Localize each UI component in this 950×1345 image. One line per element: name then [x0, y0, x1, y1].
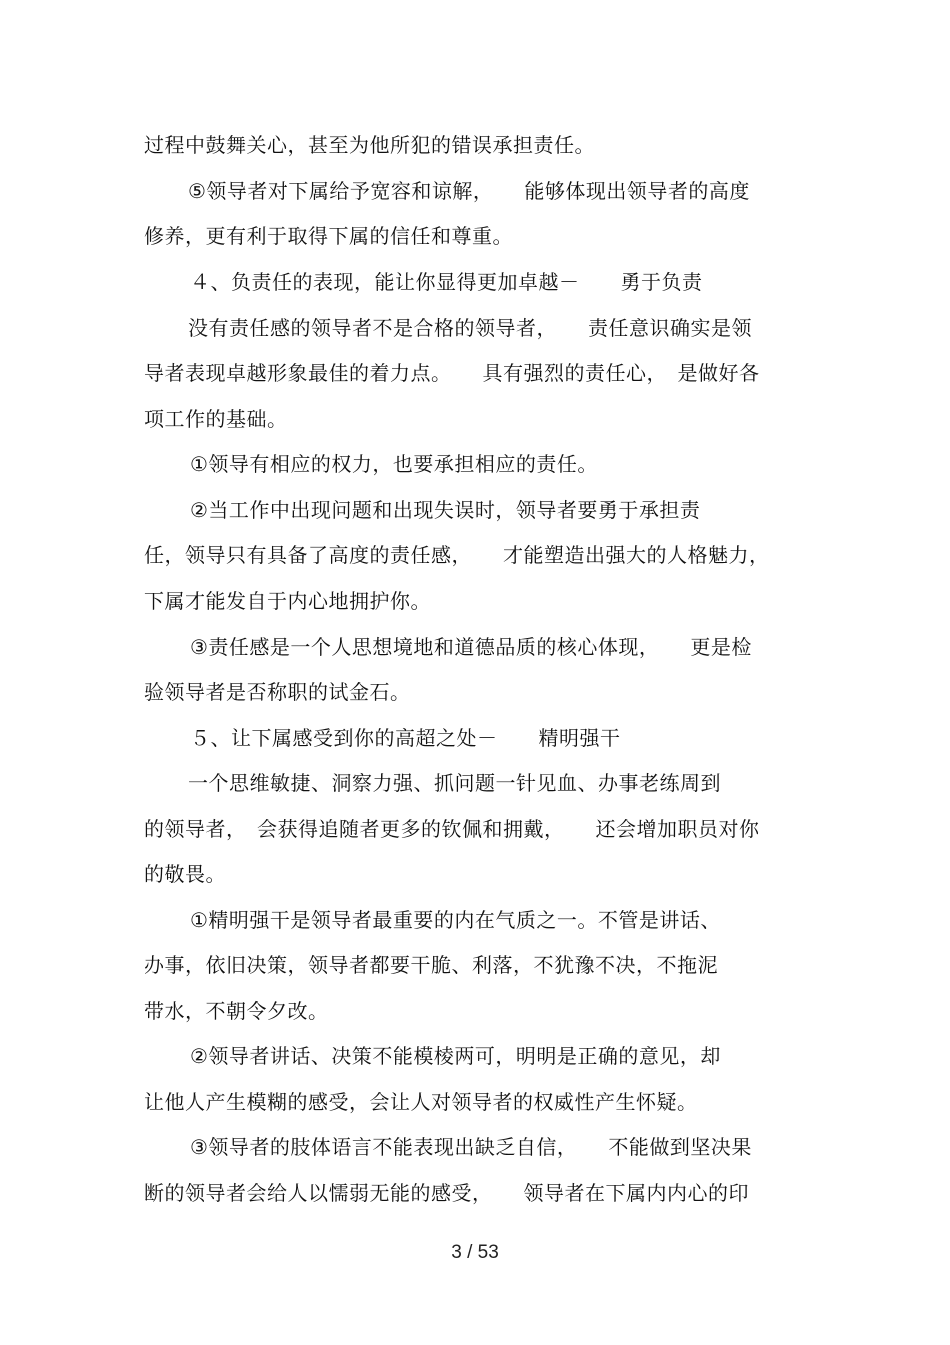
text-line: 一个思维敏捷、洞察力强、抓问题一针见血、办事老练周到 [188, 771, 721, 795]
section-heading: ５、让下属感受到你的高超之处－ 精明强干 [190, 726, 621, 750]
text-line: ③领导者的肢体语言不能表现出缺乏自信， 不能做到坚决果 [190, 1135, 752, 1159]
text-line: 验领导者是否称职的试金石。 [144, 680, 411, 704]
text-line: 带水，不朝令夕改。 [144, 999, 329, 1023]
text-line: 项工作的基础。 [144, 407, 288, 431]
text-line: ①领导有相应的权力，也要承担相应的责任。 [190, 452, 598, 476]
text-line: ③责任感是一个人思想境地和道德品质的核心体现， 更是检 [190, 635, 752, 659]
text-line: 的领导者， 会获得追随者更多的钦佩和拥戴， 还会增加职员对你 [144, 817, 760, 841]
text-line: 下属才能发自于内心地拥护你。 [144, 589, 431, 613]
text-line: ②领导者讲话、决策不能模棱两可，明明是正确的意见，却 [190, 1044, 721, 1068]
text-line: 导者表现卓越形象最佳的着力点。 具有强烈的责任心， 是做好各 [144, 361, 760, 385]
text-line: 办事，依旧决策，领导者都要干脆、利落，不犹豫不决，不拖泥 [144, 953, 718, 977]
text-line: ⑤领导者对下属给予宽容和谅解， 能够体现出领导者的高度 [188, 179, 750, 203]
text-line: 的敬畏。 [144, 862, 226, 886]
page-number: 3 / 53 [451, 1242, 499, 1263]
text-line: ②当工作中出现问题和出现失误时，领导者要勇于承担责 [190, 498, 701, 522]
text-line: 修养，更有利于取得下属的信任和尊重。 [144, 224, 513, 248]
text-line: 过程中鼓舞关心，甚至为他所犯的错误承担责任。 [144, 133, 595, 157]
text-line: 让他人产生模糊的感受，会让人对领导者的权威性产生怀疑。 [144, 1090, 698, 1114]
text-line: 断的领导者会给人以懦弱无能的感受， 领导者在下属内内心的印 [144, 1181, 749, 1205]
text-line: 任，领导只有具备了高度的责任感， 才能塑造出强大的人格魅力， [144, 543, 770, 567]
text-line: 没有责任感的领导者不是合格的领导者， 责任意识确实是领 [188, 316, 752, 340]
text-line: ①精明强干是领导者最重要的内在气质之一。不管是讲话、 [190, 908, 721, 932]
section-heading: ４、负责任的表现，能让你显得更加卓越－ 勇于负责 [190, 270, 703, 294]
